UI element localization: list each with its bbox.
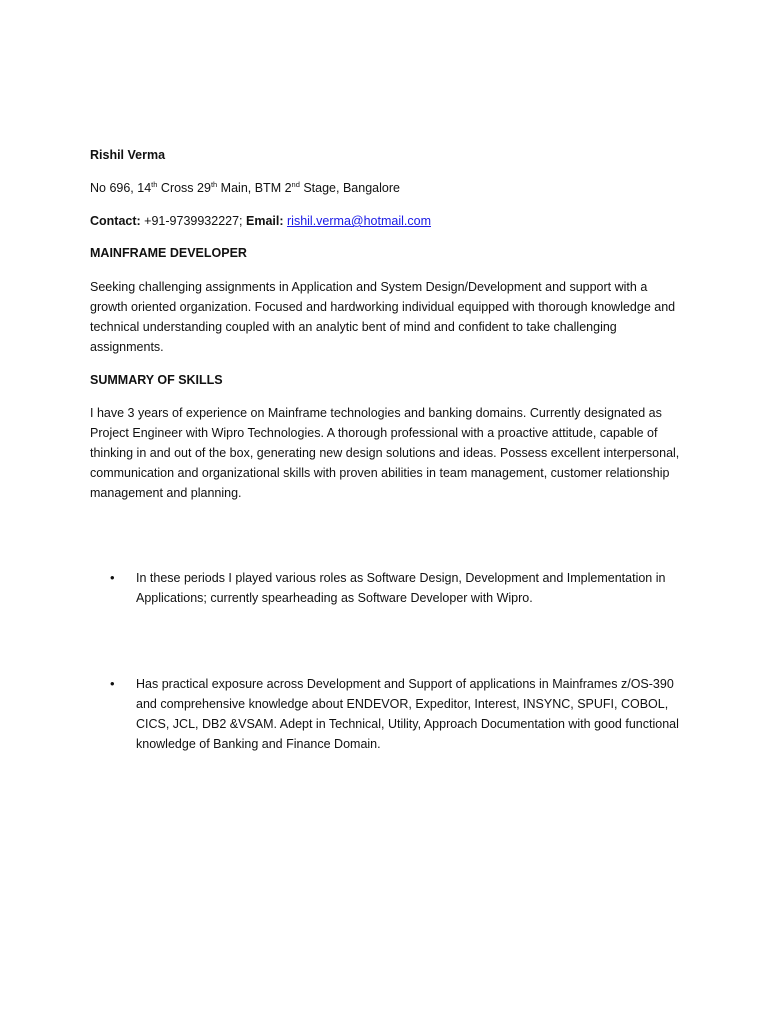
address-sup-3: nd — [291, 180, 300, 189]
email-label: Email: — [246, 214, 284, 228]
address-sup-2: th — [210, 180, 218, 189]
address-sup-1: th — [151, 180, 158, 189]
list-item-text: In these periods I played various roles as Software Design, Development and Implementation in Applications; currently spearheading as Software Developer with Wipro. — [136, 571, 666, 605]
objective-paragraph: Seeking challenging assignments in Application and System Design/Development and support with a growth oriented organization. Focused and hardworking individual equipped with thorough knowledge and technical understanding coupled with an analytic bent of mind and confident to take challenging assignments. — [90, 280, 676, 354]
skills-heading: SUMMARY OF SKILLS — [90, 373, 223, 387]
email-link[interactable]: rishil.verma@hotmail.com — [287, 214, 431, 228]
bullet-icon: • — [110, 570, 115, 585]
candidate-name: Rishil Verma — [90, 148, 166, 162]
address-line — [90, 179, 400, 197]
bullet-icon: • — [110, 676, 115, 691]
phone-number: +91-9739932227; — [140, 214, 247, 228]
address-part-1: No 696, 14 — [90, 181, 152, 195]
list-item-text: Has practical exposure across Development and Support of applications in Mainframes z/OS-390 and comprehensive knowledge about ENDEVOR, Expeditor, Interest, INSYNC, SPUFI, COBOL, CICS, JCL, DB2 &VSAM. Adept in Technical, Utility, Approach Documentation with good functional knowledge of Banking and Finance Domain. — [136, 677, 679, 751]
contact-label: Contact: — [90, 214, 141, 228]
role-heading: MAINFRAME DEVELOPER — [90, 246, 247, 260]
contact-line — [90, 212, 431, 230]
address-part-4: Stage, Bangalore — [299, 181, 400, 195]
summary-paragraph: I have 3 years of experience on Mainframe technologies and banking domains. Currently designated as Project Engineer with Wipro Technologies. A thorough professional with a proactive attitude, capable of thinking in and out of the box, generating new design solutions and ideas. Possess excellent interpersonal, communication and organizational skills with proven abilities in team management, customer relationship management and planning. — [90, 406, 680, 500]
address-part-3: Main, BTM 2 — [217, 181, 292, 195]
address-part-2: Cross 29 — [157, 181, 211, 195]
